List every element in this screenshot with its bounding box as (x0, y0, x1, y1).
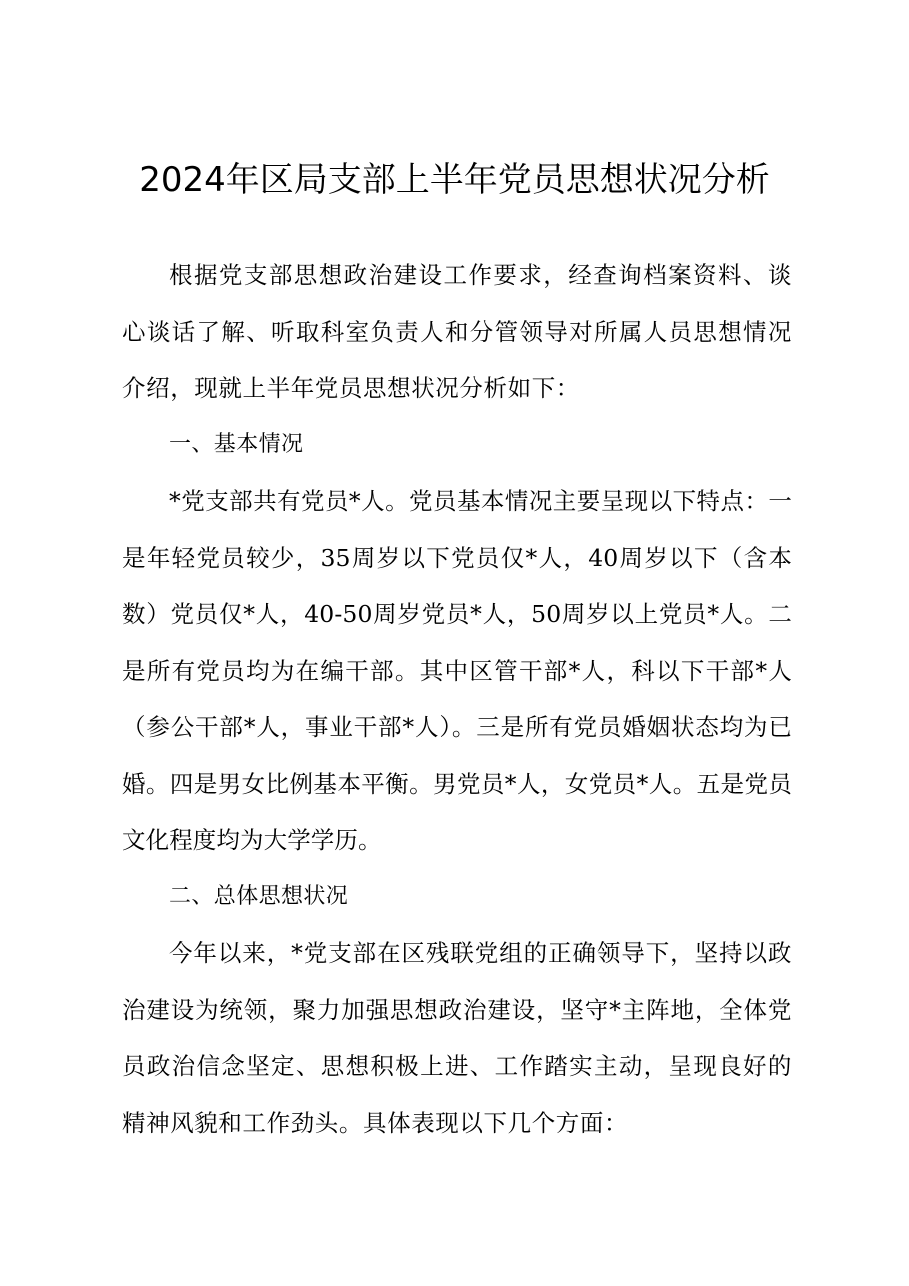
section-heading-basic-info: 一、基本情况 (169, 431, 304, 457)
document-title: 2024年区局支部上半年党员思想状况分析 (139, 160, 770, 200)
document-body (122, 247, 792, 1151)
section-heading-overall-thinking: 二、总体思想状况 (169, 883, 349, 909)
intro-paragraph: 根据党支部思想政治建设工作要求，经查询档案资料、谈心谈话了解、听取科室负责人和分管领导对所属人员思想情况介绍，现就上半年党员思想状况分析如下： (122, 261, 792, 402)
basic-info-paragraph: *党支部共有党员*人。党员基本情况主要呈现以下特点：一是年轻党员较少，35周岁以下党员仅*人，40周岁以下（含本数）党员仅*人，40-50周岁党员*人，50周岁以上党员*人。二是所有党员均为在编干部。其中区管干部*人，科以下干部*人（参公干部*人，事业干部*人）。三是所有党员婚姻状态均为已婚。四是男女比例基本平衡。男党员*人，女党员*人。五是党员文化程度均为大学学历。 (122, 487, 792, 854)
overall-thinking-paragraph: 今年以来，*党支部在区残联党组的正确领导下，坚持以政治建设为统领，聚力加强思想政治建设，坚守*主阵地，全体党员政治信念坚定、思想积极上进、工作踏实主动，呈现良好的精神风貌和工作劲头。具体表现以下几个方面： (122, 939, 792, 1137)
